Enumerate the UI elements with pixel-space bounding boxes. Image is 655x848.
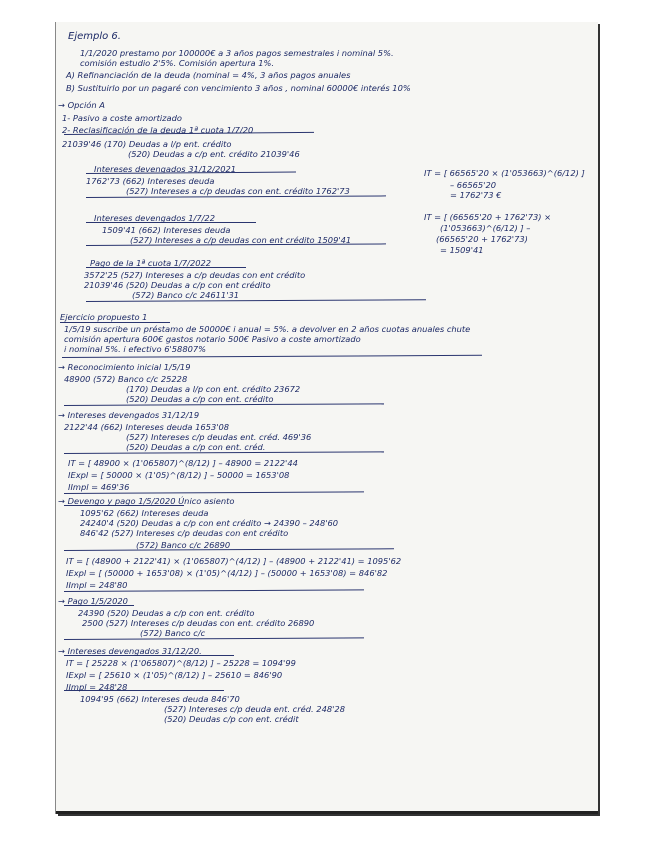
note-line: (527) Intereses a c/p deudas con ent. crédito 1762'73 [126, 186, 350, 196]
note-line: Ejemplo 6. [68, 31, 121, 42]
note-line: (572) Banco c/c 26890 [136, 540, 231, 550]
note-line: 1095'62 (662) Intereses deuda [80, 508, 209, 518]
note-line: 1509'41 (662) Intereses deuda [102, 225, 231, 235]
note-line: Intereses devengados 1/7/22 [94, 213, 215, 223]
note-line: (170) Deudas a l/p con ent. crédito 23672 [126, 384, 301, 394]
note-line: IExpl = [ 25610 × (1'05)^(8/12) ] – 25610 = 846'90 [66, 670, 283, 680]
note-line: 21039'46 (520) Deudas a c/p con ent crédito [84, 280, 271, 290]
note-line: comisión estudio 2'5%. Comisión apertura 1%. [80, 58, 275, 68]
note-line: A) Refinanciación de la deuda (nominal = 4%, 3 años pagos anuales [66, 70, 351, 80]
note-line: (572) Banco c/c [140, 628, 206, 638]
note-line: Ejercicio propuesto 1 [60, 312, 148, 322]
note-line: 21039'46 (170) Deudas a l/p ent. crédito [62, 139, 232, 149]
note-line: IT = [ 48900 × (1'065807)^(8/12) ] – 48900 = 2122'44 [68, 458, 298, 468]
note-line: 1762'73 (662) Intereses deuda [86, 176, 215, 186]
note-line: (527) Intereses c/p deuda ent. créd. 248'28 [164, 704, 345, 714]
note-line: Pago de la 1ª cuota 1/7/2022 [90, 258, 212, 268]
note-line: 2500 (527) Intereses c/p deudas con ent. crédito 26890 [82, 618, 315, 628]
note-line: IImpl = 469'36 [68, 482, 130, 492]
note-line: IT = [ 66565'20 × (1'053663)^(6/12) ] [424, 168, 585, 178]
note-line: = 1509'41 [440, 245, 484, 255]
note-line: → Pago 1/5/2020 [58, 596, 128, 606]
note-line: (520) Deudas a c/p con ent. crédito [126, 394, 274, 404]
underline [64, 637, 364, 640]
note-line: – 66565'20 [450, 180, 497, 190]
note-line: 3572'25 (527) Intereses a c/p deudas con ent crédito [84, 270, 306, 280]
note-line: → Opción A [58, 100, 105, 110]
note-line: 48900 (572) Banco c/c 25228 [64, 374, 188, 384]
note-line: (527) Intereses c/p deudas ent. créd. 469'36 [126, 432, 312, 442]
note-line: 24240'4 (520) Deudas a c/p con ent crédito → 24390 – 248'60 [80, 518, 339, 528]
note-line: (520) Deudas a c/p ent. crédito 21039'46 [128, 149, 300, 159]
note-line: 1/5/19 suscribe un préstamo de 50000€ i anual = 5%. a devolver en 2 años cuotas anuales chute [64, 324, 471, 334]
note-line: (520) Deudas c/p con ent. crédit [164, 714, 299, 724]
underline [62, 355, 482, 358]
note-line: → Reconocimiento inicial 1/5/19 [58, 362, 191, 372]
note-line: IT = [ 25228 × (1'065807)^(8/12) ] – 25228 = 1094'99 [66, 658, 296, 668]
note-line: 1/1/2020 prestamo por 100000€ a 3 años pagos semestrales i nominal 5%. [80, 48, 394, 58]
note-line: = 1762'73 € [450, 190, 502, 200]
note-line: IT = [ (66565'20 + 1762'73) × [424, 212, 552, 222]
handwritten-notes-page [56, 22, 598, 814]
note-line: (572) Banco c/c 24611'31 [132, 290, 240, 300]
note-line: (520) Deudas a c/p con ent. créd. [126, 442, 266, 452]
note-line: → Intereses devengados 31/12/19 [58, 410, 200, 420]
note-line: IT = [ (48900 + 2122'41) × (1'065807)^(4/12) ] – (48900 + 2122'41) = 1095'62 [66, 556, 402, 566]
note-line: IExpl = [ (50000 + 1653'08) × (1'05)^(4/12) ] – (50000 + 1653'08) = 846'82 [66, 568, 388, 578]
note-line: (1'053663)^(6/12) ] – [440, 223, 531, 233]
note-line: IImpl = 248'28 [66, 682, 128, 692]
note-line: 1094'95 (662) Intereses deuda 846'70 [80, 694, 240, 704]
note-line: i nominal 5%. i efectivo 6'58807% [64, 344, 207, 354]
note-line: 2122'44 (662) Intereses deuda 1653'08 [64, 422, 230, 432]
underline [60, 322, 170, 323]
note-line: 1- Pasivo a coste amortizado [62, 113, 182, 123]
note-line: comisión apertura 600€ gastos notario 500€ Pasivo a coste amortizado [64, 334, 361, 344]
note-line: IExpl = [ 50000 × (1'05)^(8/12) ] – 50000 = 1653'08 [68, 470, 290, 480]
note-line: (527) Intereses a c/p deudas con ent crédito 1509'41 [130, 235, 352, 245]
note-line: Intereses devengados 31/12/2021 [94, 164, 237, 174]
note-line: 2- Reclasificación de la deuda 1ª cuota 1/7/20 [62, 125, 254, 135]
note-line: 846'42 (527) Intereses c/p deudas con ent crédito [80, 528, 289, 538]
note-line: 24390 (520) Deudas a c/p con ent. crédito [78, 608, 255, 618]
note-line: IImpl = 248'80 [66, 580, 128, 590]
note-line: → Intereses devengados 31/12/20. [58, 646, 202, 656]
note-line: (66565'20 + 1762'73) [436, 234, 528, 244]
note-line: B) Sustituirlo por un pagaré con vencimiento 3 años , nominal 60000€ interés 10% [66, 83, 411, 93]
note-line: → Devengo y pago 1/5/2020 Único asiento [58, 496, 235, 506]
